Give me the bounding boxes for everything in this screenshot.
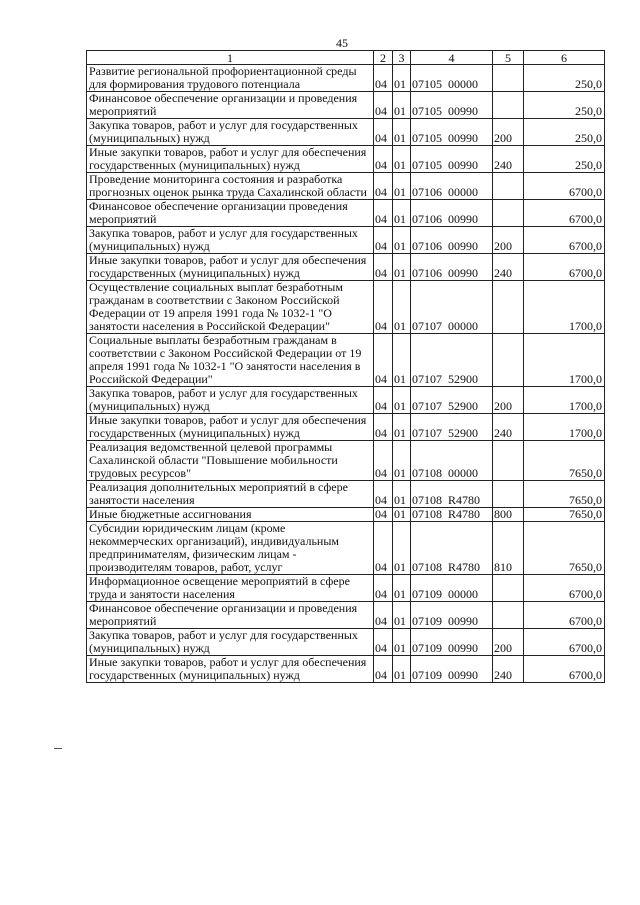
- expense-type-cell: 200: [493, 227, 524, 254]
- expense-type-cell: 240: [493, 656, 524, 683]
- amount-cell: 6700,0: [524, 200, 605, 227]
- table-row: [87, 65, 605, 92]
- target-item-cell: 07106 00990: [411, 227, 493, 254]
- header-cell: 2: [374, 51, 393, 65]
- code-section-cell: 04: [374, 65, 393, 92]
- table-row: [87, 200, 605, 227]
- code-section-cell: 04: [374, 173, 393, 200]
- table-row: [87, 656, 605, 683]
- table-row: [87, 146, 605, 173]
- table-row: [87, 387, 605, 414]
- header-cell: 5: [493, 51, 524, 65]
- code-section-cell: 04: [374, 200, 393, 227]
- expense-type-cell: 240: [493, 414, 524, 441]
- table-row: [87, 414, 605, 441]
- amount-cell: 6700,0: [524, 629, 605, 656]
- table-row: [87, 508, 605, 522]
- row-name-cell: Закупка товаров, работ и услуг для государственных (муниципальных) нужд: [87, 387, 374, 414]
- row-name-cell: Закупка товаров, работ и услуг для государственных (муниципальных) нужд: [87, 629, 374, 656]
- amount-cell: 1700,0: [524, 414, 605, 441]
- row-name-cell: Развитие региональной профориентационной среды для формирования трудового потенциала: [87, 65, 374, 92]
- page-number: 45: [336, 36, 348, 50]
- amount-cell: 250,0: [524, 65, 605, 92]
- row-name-cell: Иные бюджетные ассигнования: [87, 508, 374, 522]
- row-name-cell: Реализация ведомственной целевой программы Сахалинской области "Повышение мобильности трудовых ресурсов": [87, 441, 374, 481]
- code-subsection-cell: 01: [393, 227, 411, 254]
- expense-type-cell: 200: [493, 629, 524, 656]
- row-name-cell: Закупка товаров, работ и услуг для государственных (муниципальных) нужд: [87, 227, 374, 254]
- target-item-cell: 07107 52900: [411, 387, 493, 414]
- amount-cell: 1700,0: [524, 387, 605, 414]
- target-item-cell: 07107 52900: [411, 414, 493, 441]
- code-section-cell: 04: [374, 441, 393, 481]
- table-row: [87, 281, 605, 334]
- code-subsection-cell: 01: [393, 602, 411, 629]
- row-name-cell: Финансовое обеспечение организации и проведения мероприятий: [87, 92, 374, 119]
- expense-type-cell: 800: [493, 508, 524, 522]
- code-section-cell: 04: [374, 146, 393, 173]
- header-cell: 1: [87, 51, 374, 65]
- expense-type-cell: [493, 575, 524, 602]
- expense-type-cell: [493, 92, 524, 119]
- code-subsection-cell: 01: [393, 575, 411, 602]
- code-subsection-cell: 01: [393, 387, 411, 414]
- target-item-cell: 07108 R4780: [411, 508, 493, 522]
- table-row: [87, 92, 605, 119]
- code-subsection-cell: 01: [393, 146, 411, 173]
- target-item-cell: 07105 00990: [411, 146, 493, 173]
- code-subsection-cell: 01: [393, 173, 411, 200]
- code-subsection-cell: 01: [393, 508, 411, 522]
- row-name-cell: Субсидии юридическим лицам (кроме некоммерческих организаций), индивидуальным предпринимателям, физическим лицам - производителям товаров, работ, услуг: [87, 522, 374, 575]
- code-subsection-cell: 01: [393, 522, 411, 575]
- amount-cell: 250,0: [524, 146, 605, 173]
- expense-type-cell: [493, 481, 524, 508]
- amount-cell: 250,0: [524, 119, 605, 146]
- target-item-cell: 07108 00000: [411, 441, 493, 481]
- row-name-cell: Информационное освещение мероприятий в сфере труда и занятости населения: [87, 575, 374, 602]
- row-name-cell: Закупка товаров, работ и услуг для государственных (муниципальных) нужд: [87, 119, 374, 146]
- header-row: [87, 51, 605, 65]
- amount-cell: 1700,0: [524, 281, 605, 334]
- expense-type-cell: 810: [493, 522, 524, 575]
- amount-cell: 7650,0: [524, 522, 605, 575]
- amount-cell: 6700,0: [524, 173, 605, 200]
- table-row: [87, 334, 605, 387]
- table-row: [87, 602, 605, 629]
- code-section-cell: 04: [374, 387, 393, 414]
- code-subsection-cell: 01: [393, 92, 411, 119]
- target-item-cell: 07107 00000: [411, 281, 493, 334]
- header-cell: 4: [411, 51, 493, 65]
- code-section-cell: 04: [374, 227, 393, 254]
- amount-cell: 7650,0: [524, 508, 605, 522]
- row-name-cell: Финансовое обеспечение организации и проведения мероприятий: [87, 602, 374, 629]
- expense-type-cell: [493, 200, 524, 227]
- amount-cell: 7650,0: [524, 441, 605, 481]
- code-section-cell: 04: [374, 254, 393, 281]
- row-name-cell: Финансовое обеспечение организации проведения мероприятий: [87, 200, 374, 227]
- target-item-cell: 07108 R4780: [411, 481, 493, 508]
- expense-type-cell: 240: [493, 254, 524, 281]
- expense-type-cell: [493, 173, 524, 200]
- code-subsection-cell: 01: [393, 200, 411, 227]
- expense-type-cell: [493, 281, 524, 334]
- expense-type-cell: 200: [493, 387, 524, 414]
- code-section-cell: 04: [374, 414, 393, 441]
- row-name-cell: Иные закупки товаров, работ и услуг для обеспечения государственных (муниципальных) нужд: [87, 254, 374, 281]
- table-row: [87, 629, 605, 656]
- row-name-cell: Реализация дополнительных мероприятий в сфере занятости населения: [87, 481, 374, 508]
- row-name-cell: Иные закупки товаров, работ и услуг для обеспечения государственных (муниципальных) нужд: [87, 414, 374, 441]
- code-section-cell: 04: [374, 119, 393, 146]
- code-subsection-cell: 01: [393, 414, 411, 441]
- amount-cell: 6700,0: [524, 254, 605, 281]
- target-item-cell: 07109 00990: [411, 656, 493, 683]
- code-section-cell: 04: [374, 281, 393, 334]
- table-row: [87, 227, 605, 254]
- scan-mark: [54, 748, 62, 749]
- table-row: [87, 173, 605, 200]
- code-subsection-cell: 01: [393, 629, 411, 656]
- target-item-cell: 07109 00000: [411, 575, 493, 602]
- code-subsection-cell: 01: [393, 656, 411, 683]
- target-item-cell: 07106 00990: [411, 254, 493, 281]
- code-section-cell: 04: [374, 334, 393, 387]
- amount-cell: 1700,0: [524, 334, 605, 387]
- target-item-cell: 07106 00990: [411, 200, 493, 227]
- code-subsection-cell: 01: [393, 65, 411, 92]
- target-item-cell: 07105 00990: [411, 92, 493, 119]
- row-name-cell: Осуществление социальных выплат безработным гражданам в соответствии с Законом Российской Федерации от 19 апреля 1991 года № 1032-1 "О занятости населения в Российской Федерации": [87, 281, 374, 334]
- row-name-cell: Социальные выплаты безработным гражданам в соответствии с Законом Российской Федерации от 19 апреля 1991 года № 1032-1 "О занятости населения в Российской Федерации": [87, 334, 374, 387]
- target-item-cell: 07108 R4780: [411, 522, 493, 575]
- code-section-cell: 04: [374, 602, 393, 629]
- code-subsection-cell: 01: [393, 334, 411, 387]
- target-item-cell: 07107 52900: [411, 334, 493, 387]
- code-section-cell: 04: [374, 508, 393, 522]
- table-row: [87, 254, 605, 281]
- code-section-cell: 04: [374, 522, 393, 575]
- amount-cell: 7650,0: [524, 481, 605, 508]
- row-name-cell: Иные закупки товаров, работ и услуг для обеспечения государственных (муниципальных) нужд: [87, 656, 374, 683]
- row-name-cell: Иные закупки товаров, работ и услуг для обеспечения государственных (муниципальных) нужд: [87, 146, 374, 173]
- expense-type-cell: [493, 65, 524, 92]
- expense-type-cell: 200: [493, 119, 524, 146]
- expense-type-cell: [493, 602, 524, 629]
- header-cell: 3: [393, 51, 411, 65]
- table-row: [87, 119, 605, 146]
- amount-cell: 250,0: [524, 92, 605, 119]
- code-subsection-cell: 01: [393, 119, 411, 146]
- code-subsection-cell: 01: [393, 481, 411, 508]
- row-name-cell: Проведение мониторинга состояния и разработка прогнозных оценок рынка труда Сахалинской области: [87, 173, 374, 200]
- target-item-cell: 07109 00990: [411, 602, 493, 629]
- table-row: [87, 575, 605, 602]
- target-item-cell: 07105 00990: [411, 119, 493, 146]
- amount-cell: 6700,0: [524, 602, 605, 629]
- amount-cell: 6700,0: [524, 656, 605, 683]
- code-subsection-cell: 01: [393, 254, 411, 281]
- expense-type-cell: [493, 334, 524, 387]
- code-subsection-cell: 01: [393, 441, 411, 481]
- expense-type-cell: 240: [493, 146, 524, 173]
- code-section-cell: 04: [374, 575, 393, 602]
- code-section-cell: 04: [374, 92, 393, 119]
- budget-table: [86, 50, 605, 683]
- amount-cell: 6700,0: [524, 227, 605, 254]
- table-row: [87, 522, 605, 575]
- code-section-cell: 04: [374, 481, 393, 508]
- table-row: [87, 481, 605, 508]
- target-item-cell: 07105 00000: [411, 65, 493, 92]
- code-subsection-cell: 01: [393, 281, 411, 334]
- target-item-cell: 07106 00000: [411, 173, 493, 200]
- code-section-cell: 04: [374, 656, 393, 683]
- header-cell: 6: [524, 51, 605, 65]
- expense-type-cell: [493, 441, 524, 481]
- code-section-cell: 04: [374, 629, 393, 656]
- target-item-cell: 07109 00990: [411, 629, 493, 656]
- table-row: [87, 441, 605, 481]
- amount-cell: 6700,0: [524, 575, 605, 602]
